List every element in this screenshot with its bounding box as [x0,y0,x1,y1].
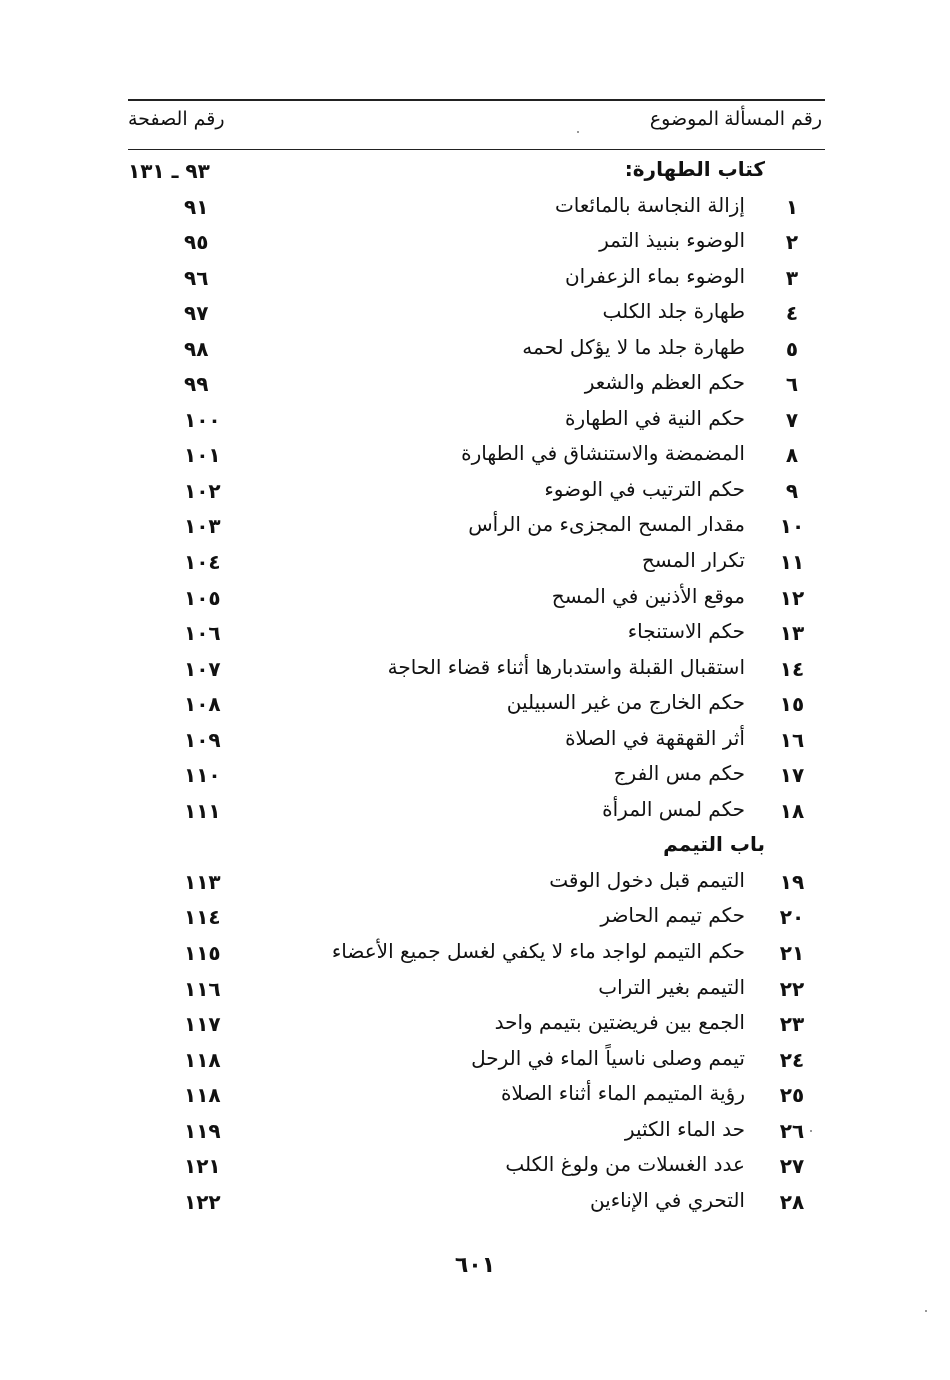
issue-number: ١٠ [779,514,805,539]
table-row [128,615,825,651]
table-row [128,722,825,758]
header-underline [128,149,825,150]
page-reference: ٩٩ [184,372,209,397]
topic-title: حكم العظم والشعر [584,370,745,395]
table-row [128,1042,825,1078]
table-row [128,402,825,438]
topic-title: تيمم وصلى ناسياً الماء في الرحل [471,1045,745,1070]
column-header-topic: الموضوع [649,108,719,130]
speck-mark [925,1310,927,1312]
table-row [128,793,825,829]
topic-title: حكم مس الفرج [613,761,745,786]
page-reference: ١١٨ [184,1047,221,1072]
page-reference: ١٠١ [184,443,221,468]
issue-number: ٤ [785,301,799,326]
issue-number: ٢٥ [779,1083,805,1108]
page-reference: ٩١ [184,194,209,219]
table-row [128,864,825,900]
issue-number: ١٩ [779,869,805,894]
table-row [128,437,825,473]
topic-title: أثر القهقهة في الصلاة [565,725,745,750]
topic-title: حكم لمس المرأة [602,796,745,821]
topic-title: مقدار المسح المجزىء من الرأس [468,512,745,537]
topic-title: استقبال القبلة واستدبارها أثناء قضاء الحاجة [387,654,745,679]
page-reference: ١٠٢ [184,478,221,503]
issue-number: ٢٣ [779,1012,805,1037]
page-number: ٦٠١ [454,1253,496,1278]
page-reference: ١٠٨ [184,692,221,717]
topic-title: حكم التيمم لواجد ماء لا يكفي لغسل جميع الأعضاء [331,939,745,964]
issue-number: ٢٦ [779,1118,805,1143]
table-row [128,580,825,616]
issue-number: ٦ [785,372,799,397]
table-row [128,971,825,1007]
speck-mark [810,1130,812,1132]
table-row [128,366,825,402]
issue-number: ٢ [785,230,799,255]
issue-number: ٨ [785,443,799,468]
book-entries [128,189,825,829]
topic-title: التيمم قبل دخول الوقت [549,867,745,892]
issue-number: ٢١ [779,941,805,966]
issue-number: ١٦ [779,727,805,752]
book-page-range: ٩٣ ـ ١٣١ [128,159,210,183]
page-reference: ٩٨ [184,336,209,361]
issue-number: ٥ [785,336,799,361]
table-row [128,224,825,260]
topic-title: إزالة النجاسة بالمائعات [554,192,745,217]
issue-number: ١٤ [779,656,805,681]
page-reference: ١٠٤ [184,550,221,575]
page-reference: ١٠٣ [184,514,221,539]
page-reference: ٩٧ [184,301,209,326]
topic-title: التيمم بغير التراب [598,974,745,999]
page-reference: ١١١ [184,798,221,823]
column-header-issue-number: رقم المسألة [724,108,822,130]
page-reference: ١١٠ [184,763,221,788]
topic-title: المضمضة والاستنشاق في الطهارة [461,441,745,466]
topic-title: تكرار المسح [641,548,745,573]
table-row [128,1113,825,1149]
page-reference: ١٠٧ [184,656,221,681]
topic-title: عدد الغسلات من ولوغ الكلب [505,1152,745,1177]
table-row [128,899,825,935]
table-row [128,473,825,509]
chapter-heading-row [128,828,825,864]
table-row [128,331,825,367]
topic-title: التحري في الإناءين [589,1187,745,1212]
page-reference: ١٠٩ [184,727,221,752]
topic-title: حكم تيمم الحاضر [600,903,745,928]
page-reference: ١٠٥ [184,585,221,610]
issue-number: ٣ [785,265,799,290]
page-reference: ١١٣ [184,869,221,894]
page-reference: ١٢١ [184,1154,221,1179]
topic-title: حكم الترتيب في الوضوء [544,476,745,501]
topic-title: الوضوء بنبيذ التمر [599,228,745,253]
page-reference: ١٠٠ [184,407,221,432]
topic-title: الجمع بين فريضتين بتيمم واحد [494,1010,745,1035]
speck-mark [577,131,579,133]
table-row [128,757,825,793]
issue-number: ١٧ [779,763,805,788]
issue-number: ٢٢ [779,976,805,1001]
page-reference: ١٠٦ [184,621,221,646]
table-row [128,1077,825,1113]
table-row [128,686,825,722]
table-row [128,1184,825,1220]
issue-number: ٢٤ [779,1047,805,1072]
issue-number: ٢٧ [779,1154,805,1179]
page-reference: ١١٩ [184,1118,221,1143]
table-row [128,508,825,544]
issue-number: ١٢ [779,585,805,610]
topic-title: حكم النية في الطهارة [565,405,745,430]
page-reference: ٩٦ [184,265,209,290]
table-row [128,1006,825,1042]
topic-title: طهارة جلد ما لا يؤكل لحمه [522,334,745,359]
page-reference: ١١٨ [184,1083,221,1108]
table-row [128,260,825,296]
topic-title: حكم الاستنجاء [627,619,745,644]
column-header-page-number: رقم الصفحة [128,108,225,130]
table-row [128,189,825,225]
issue-number: ١٣ [779,621,805,646]
page-reference: ١١٥ [184,941,221,966]
table-row [128,544,825,580]
issue-number: ٧ [785,407,799,432]
issue-number: ٢٠ [779,905,805,930]
top-rule [128,99,825,101]
topic-title: حكم الخارج من غير السبيلين [506,690,745,715]
table-row [128,295,825,331]
page-reference: ٩٥ [184,230,209,255]
topic-title: حد الماء الكثير [624,1116,745,1141]
issue-number: ٩ [785,478,799,503]
page-reference: ١١٤ [184,905,221,930]
issue-number: ١ [785,194,799,219]
table-row [128,1148,825,1184]
topic-title: طهارة جلد الكلب [602,299,745,324]
topic-title: الوضوء بماء الزعفران [564,263,745,288]
topic-title: رؤية المتيمم الماء أثناء الصلاة [501,1081,745,1106]
issue-number: ١٥ [779,692,805,717]
issue-number: ١١ [779,550,805,575]
book-heading-row [128,153,825,189]
page-reference: ١١٦ [184,976,221,1001]
index-table [128,153,825,1219]
page-reference: ١٢٢ [184,1189,221,1214]
page-reference: ١١٧ [184,1012,221,1037]
issue-number: ٢٨ [779,1189,805,1214]
table-row [128,935,825,971]
table-row [128,651,825,687]
issue-number: ١٨ [779,798,805,823]
book-title: كتاب الطهارة: [624,157,765,181]
topic-title: موقع الأذنين في المسح [551,583,745,608]
chapter-entries [128,864,825,1219]
chapter-title: باب التيمم [663,832,765,857]
